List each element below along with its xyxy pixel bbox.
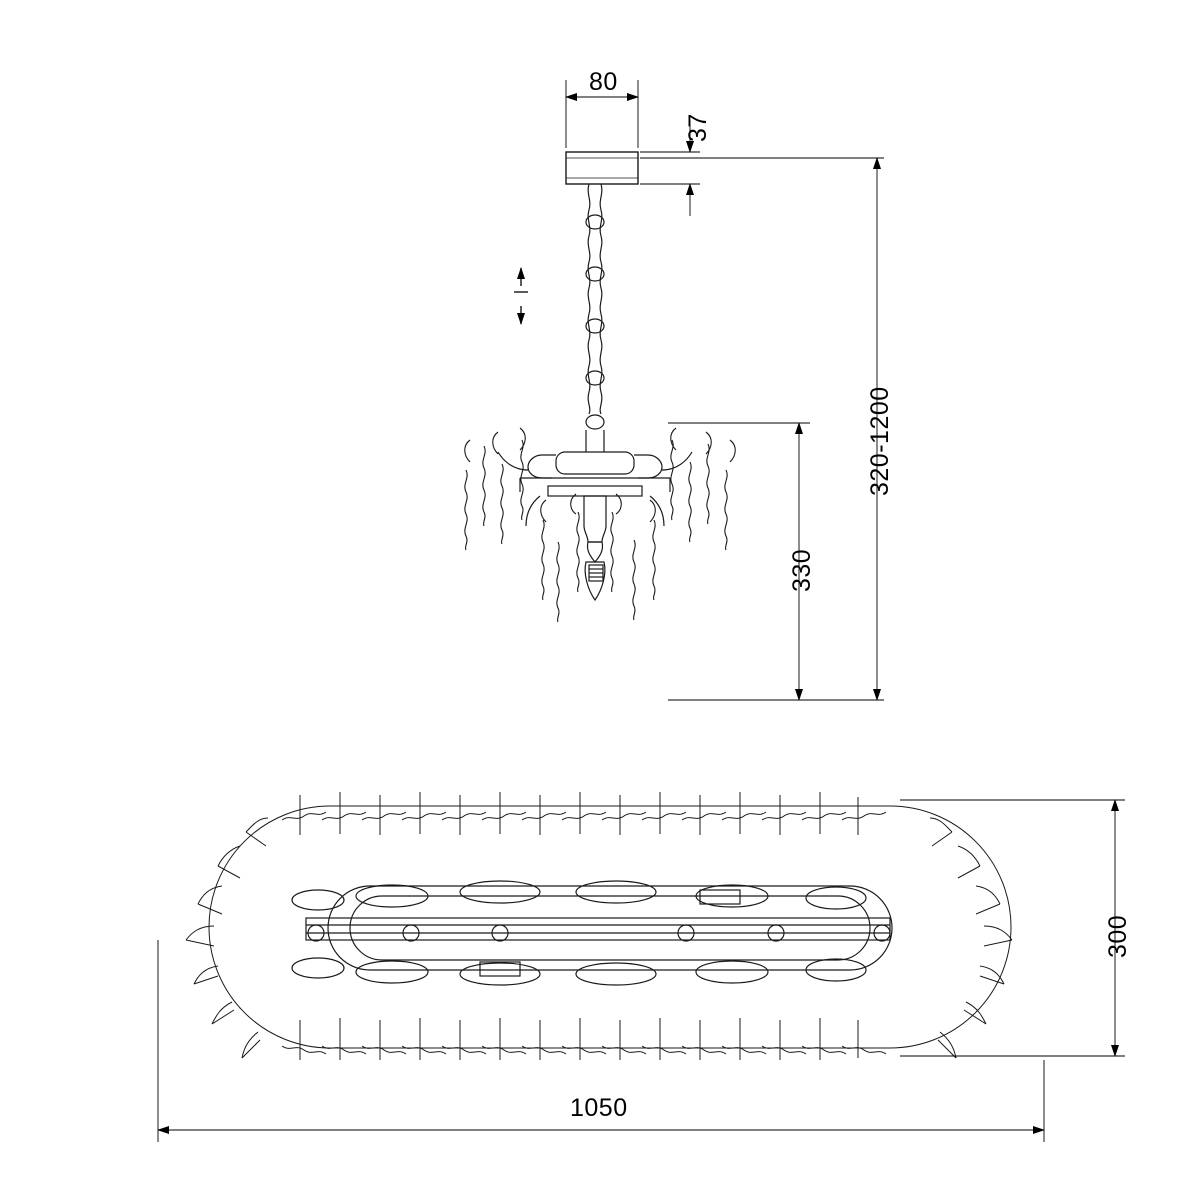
elevation-view xyxy=(465,80,884,700)
dimension-label-canopy-width: 80 xyxy=(589,68,618,96)
crystal-ring-outer xyxy=(282,792,890,1060)
suspension-chain xyxy=(586,184,604,452)
adjustable-height-symbol xyxy=(514,268,528,324)
dimension-label-suspension-range: 320-1200 xyxy=(866,386,894,496)
body-plate xyxy=(306,886,892,970)
dimension-label-plan-width: 1050 xyxy=(570,1094,628,1122)
ring-spokes xyxy=(300,812,820,1040)
dimension-plan-depth xyxy=(900,800,1125,1056)
crystal-strands-elevation xyxy=(465,428,736,622)
dimension-label-canopy-height: 37 xyxy=(684,113,712,142)
canopy xyxy=(566,152,638,184)
arm-stems xyxy=(498,452,692,526)
dimension-suspension-range xyxy=(640,158,884,700)
plan-view xyxy=(158,792,1125,1142)
dimension-label-plan-depth: 300 xyxy=(1104,914,1132,958)
dimension-label-fixture-height: 330 xyxy=(788,548,816,592)
crystal-ring-ends xyxy=(186,806,1012,1058)
